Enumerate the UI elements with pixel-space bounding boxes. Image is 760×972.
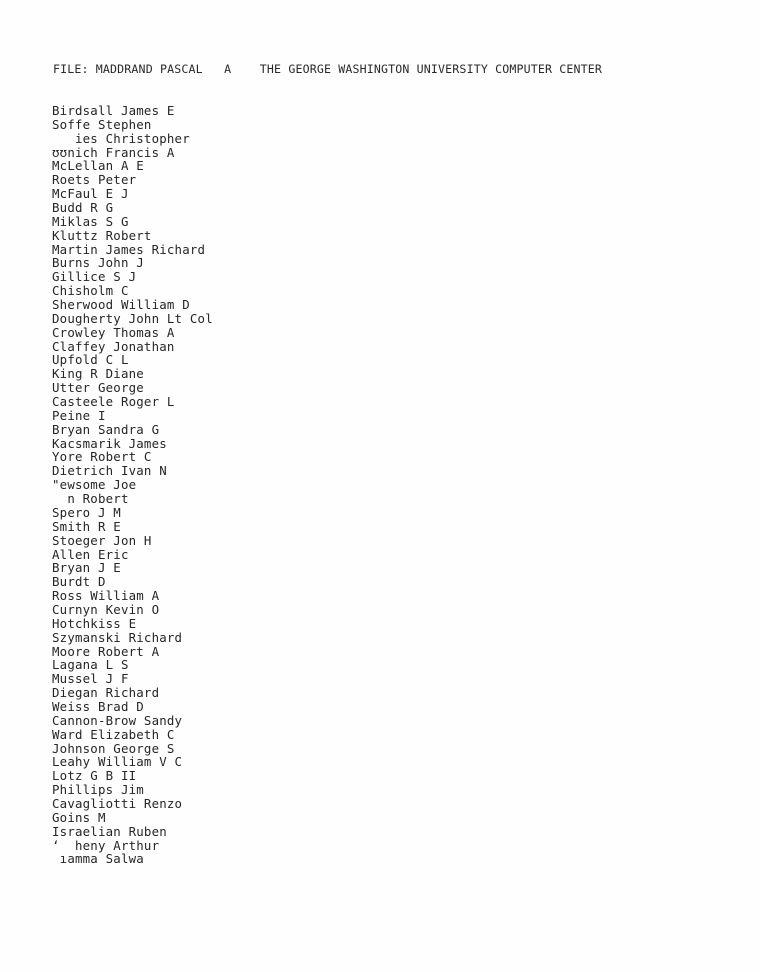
name-entry: Birdsall James E bbox=[52, 103, 175, 118]
name-entry: Bryan Sandra G bbox=[52, 421, 160, 437]
name-entry: Leahy William V C bbox=[52, 754, 183, 770]
name-entry: Roets Peter bbox=[52, 172, 137, 188]
name-entry: Budd R G bbox=[52, 200, 114, 216]
name-entry: Stoeger Jon H bbox=[52, 532, 152, 548]
name-entry: Curnyn Kevin O bbox=[52, 601, 160, 617]
name-entry: McFaul E J bbox=[52, 186, 129, 202]
name-entry: Goins M bbox=[52, 809, 106, 825]
name-entry: Kacsmarik James bbox=[52, 435, 167, 451]
name-entry: ʻ heny Arthur bbox=[52, 837, 160, 853]
page-header bbox=[53, 62, 602, 76]
name-entry: ıamma Salwa bbox=[52, 851, 144, 867]
name-entry: Diegan Richard bbox=[52, 685, 160, 701]
name-entry: Smith R E bbox=[52, 518, 121, 534]
name-entry: Utter George bbox=[52, 380, 144, 396]
center-name: THE GEORGE WASHINGTON UNIVERSITY COMPUTER CENTER bbox=[259, 62, 603, 76]
name-entry: Claffey Jonathan bbox=[52, 338, 175, 354]
name-list bbox=[52, 104, 213, 866]
name-entry: Cannon-Brow Sandy bbox=[52, 712, 183, 728]
name-entry: Moore Robert A bbox=[52, 643, 160, 659]
name-entry: "ewsome Joe bbox=[52, 477, 137, 493]
name-entry: Bryan J E bbox=[52, 560, 121, 576]
name-entry: Allen Eric bbox=[52, 546, 129, 562]
name-entry: Cavagliotti Renzo bbox=[52, 795, 183, 811]
name-entry: Phillips Jim bbox=[52, 782, 144, 798]
name-entry: Dietrich Ivan N bbox=[52, 463, 167, 479]
name-entry: Peine I bbox=[52, 407, 106, 423]
name-entry: Mussel J F bbox=[52, 671, 129, 687]
name-entry: King R Diane bbox=[52, 366, 144, 382]
file-mode: A bbox=[224, 62, 232, 76]
file-label: FILE: MADDRAND PASCAL bbox=[53, 62, 203, 76]
name-entry: Yore Robert C bbox=[52, 449, 152, 465]
name-entry: Lotz G B II bbox=[52, 768, 137, 784]
name-entry: n Robert bbox=[52, 491, 129, 507]
name-entry: Dougherty John Lt Col bbox=[52, 310, 213, 326]
name-entry: Lagana L S bbox=[52, 657, 129, 673]
name-entry: ies Christopher bbox=[52, 130, 190, 146]
name-entry: Burns John J bbox=[52, 255, 144, 271]
name-entry: Ross William A bbox=[52, 588, 160, 604]
name-entry: McLellan A E bbox=[52, 158, 144, 174]
name-entry: Hotchkiss E bbox=[52, 615, 137, 631]
name-entry: Crowley Thomas A bbox=[52, 324, 175, 340]
name-entry: Johnson George S bbox=[52, 740, 175, 756]
name-entry: Sherwood William D bbox=[52, 297, 190, 313]
name-entry: Martin James Richard bbox=[52, 241, 206, 257]
name-entry: Miklas S G bbox=[52, 213, 129, 229]
name-entry: Spero J M bbox=[52, 504, 121, 520]
name-entry: Israelian Ruben bbox=[52, 823, 167, 839]
name-entry: Ward Elizabeth C bbox=[52, 726, 175, 742]
name-entry: Burdt D bbox=[52, 574, 106, 590]
name-entry: Chisholm C bbox=[52, 283, 129, 299]
name-entry: Gillice S J bbox=[52, 269, 137, 285]
name-entry: ʊʊnich Francis A bbox=[52, 144, 175, 160]
name-entry: Weiss Brad D bbox=[52, 698, 144, 714]
name-entry: Kluttz Robert bbox=[52, 227, 152, 243]
name-entry: Szymanski Richard bbox=[52, 629, 183, 645]
name-entry: Casteele Roger L bbox=[52, 394, 175, 410]
name-entry: Soffe Stephen bbox=[52, 116, 152, 132]
name-entry: Upfold C L bbox=[52, 352, 129, 368]
